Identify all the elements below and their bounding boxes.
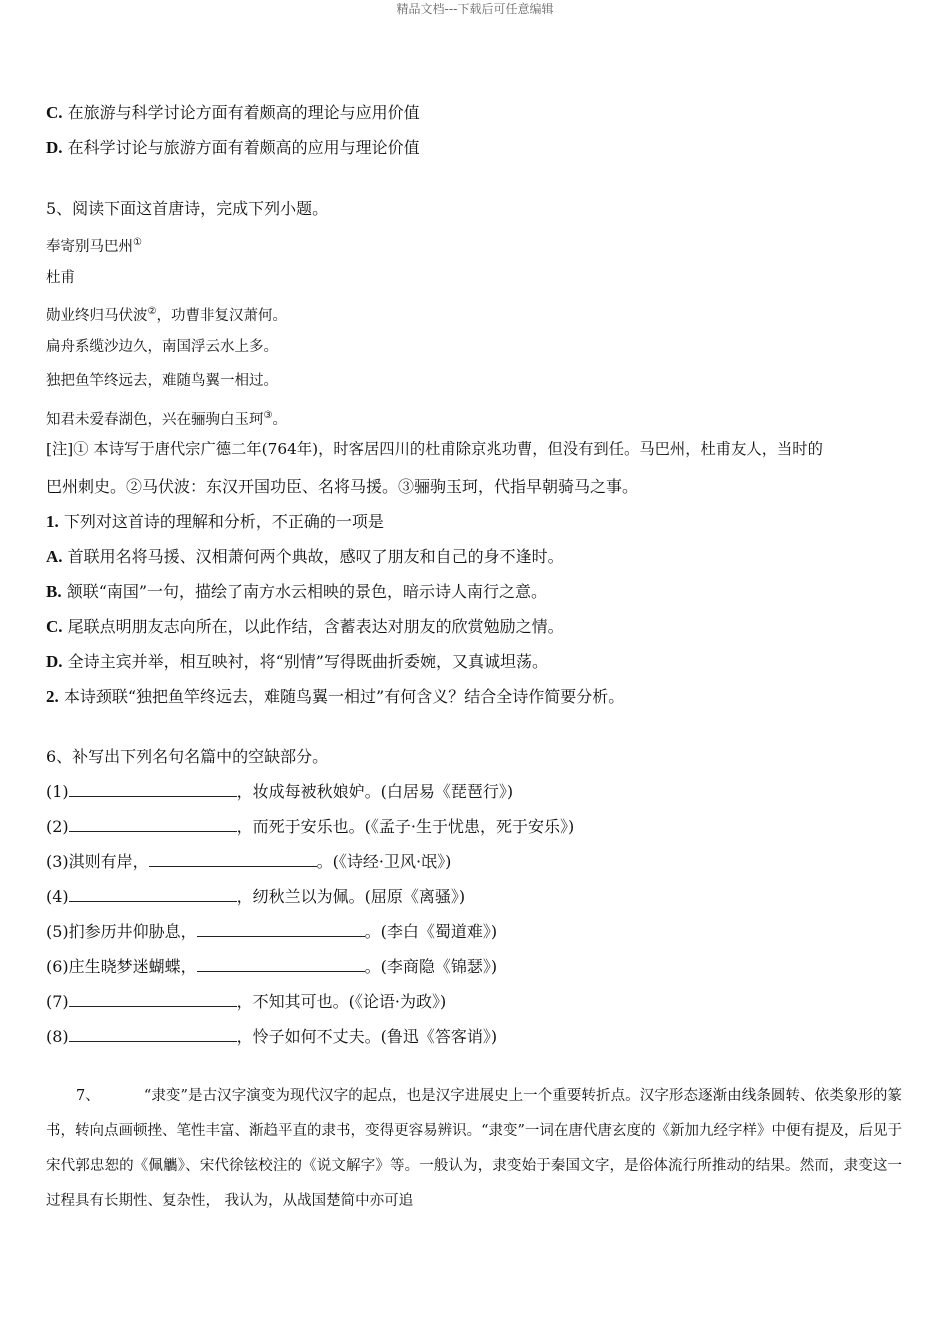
option-text: 在旅游与科学讨论方面有着颇高的理论与应用价值 [67,103,420,122]
footnote-mark: ① [133,237,142,248]
poem-line-2: 扁舟系缆沙边久，南国浮云水上多。 [46,339,278,355]
item-suffix: ，不知其可也。(《论语·为政》) [236,992,447,1011]
q5-option-a [46,546,564,568]
poem-line-text: 勋业终归马伏波 [46,308,148,324]
sub-question-text: 本诗颈联“独把鱼竿终远去，难随鸟翼一相过”有何含义？结合全诗作简要分析。 [63,687,625,706]
item-suffix: 。(《诗经·卫风·氓》) [316,852,452,871]
answer-blank[interactable] [149,850,317,867]
item-suffix: 。(李商隐《锦瑟》) [364,957,498,976]
option-text: 全诗主宾并举，相互映衬，将“别情”写得既曲折委婉，又真诚坦荡。 [67,652,548,671]
q5-option-d [46,651,548,673]
option-label: D. [46,652,63,671]
q7-number: 7、 [76,1088,100,1104]
answer-blank[interactable] [69,990,237,1007]
item-prefix: (3)淇则有岸， [46,852,149,871]
poem-title-text: 奉寄别马巴州 [46,239,133,255]
item-prefix: (4) [46,887,69,906]
poem-note-line-2: 巴州刺史。②马伏波：东汉开国功臣、名将马援。③骊驹玉珂，代指早朝骑马之事。 [46,477,639,496]
q5-prompt: 5、阅读下面这首唐诗，完成下列小题。 [46,199,329,218]
footnote-mark: ③ [263,410,273,421]
page-header: 精品文档---下载后可任意编辑 [396,2,554,16]
item-suffix: ，妆成每被秋娘妒。(白居易《琵琶行》) [236,782,514,801]
fill-blank-item [46,780,513,802]
poem-title [46,232,142,254]
option-label: D. [46,138,63,157]
poem-author: 杜甫 [46,270,75,286]
sub-question-label: 2. [46,687,59,706]
option-text: 尾联点明朋友志向所在，以此作结，含蓄表达对朋友的欣赏勉励之情。 [67,617,564,636]
poem-note-line-1: [注]① 本诗写于唐代宗广德二年(764年)，时客居四川的杜甫除京兆功曹，但没有到任。马巴州，杜甫友人，当时的 [46,440,823,458]
fill-blank-item [46,920,497,942]
q5-option-b [46,581,547,603]
item-prefix: (8) [46,1027,69,1046]
fill-blank-item [46,955,497,977]
item-suffix: ，怜子如何不丈夫。(鲁迅《答客诮》) [236,1027,498,1046]
footnote-mark: ② [147,306,157,317]
item-prefix: (2) [46,817,69,836]
fill-blank-item [46,885,465,907]
item-prefix: (6)庄生晓梦迷蝴蝶， [46,957,197,976]
poem-line-3: 独把鱼竿终远去，难随鸟翼一相过。 [46,373,278,389]
option-label: A. [46,547,63,566]
sub-question-label: 1. [46,512,59,531]
fill-blank-item [46,1025,497,1047]
poem-line-4 [46,405,287,427]
item-suffix: ，纫秋兰以为佩。(屈原《离骚》) [236,887,466,906]
q4-option-c [46,102,420,124]
option-label: B. [46,582,62,601]
poem-line-text: ，功曹非复汉萧何。 [156,308,287,324]
q5-sub-question-1 [46,511,384,533]
q5-option-c [46,616,564,638]
item-suffix: 。(李白《蜀道难》) [364,922,498,941]
option-label: C. [46,617,63,636]
option-label: C. [46,103,63,122]
option-text: 首联用名将马援、汉相萧何两个典故，感叹了朋友和自己的身不逢时。 [67,547,564,566]
fill-blank-item [46,990,446,1012]
q4-option-d [46,137,420,159]
answer-blank[interactable] [69,1025,237,1042]
fill-blank-item [46,815,574,837]
q7-text: “隶变”是古汉字演变为现代汉字的起点，也是汉字进展史上一个重要转折点。汉字形态逐渐由线条圆转、依类象形的篆书，转向点画顿挫、笔性丰富、渐趋平直的隶书，变得更容易辨识。“隶变”一词在唐代唐玄度的《新加九经字样》中便有提及，后见于宋代郭忠恕的《佩觿》、宋代徐铉校注的《说文解字》等。一般认为，隶变始于秦国文字，是俗体流行所推动的结果。然而，隶变这一过程具有长期性、复杂性， 我认为，从战国楚简中亦可追 [46,1088,902,1209]
q7-passage [46,1079,902,1219]
q5-sub-question-2 [46,686,624,708]
option-text: 颔联“南国”一句，描绘了南方水云相映的景色，暗示诗人南行之意。 [66,582,548,601]
q6-prompt: 6、补写出下列名句名篇中的空缺部分。 [46,747,329,766]
poem-line-text: 。 [272,412,287,428]
item-suffix: ，而死于安乐也。(《孟子·生于忧患，死于安乐》) [236,817,575,836]
poem-line-1 [46,301,287,323]
item-prefix: (5)扪参历井仰胁息， [46,922,197,941]
answer-blank[interactable] [69,885,237,902]
answer-blank[interactable] [69,815,237,832]
item-prefix: (7) [46,992,69,1011]
poem-line-text: 知君未爱春湖色，兴在骊驹白玉珂 [46,412,264,428]
fill-blank-item [46,850,451,872]
answer-blank[interactable] [197,955,365,972]
sub-question-text: 下列对这首诗的理解和分析，不正确的一项是 [63,512,384,531]
item-prefix: (1) [46,782,69,801]
answer-blank[interactable] [197,920,365,937]
answer-blank[interactable] [69,780,237,797]
option-text: 在科学讨论与旅游方面有着颇高的应用与理论价值 [67,138,420,157]
